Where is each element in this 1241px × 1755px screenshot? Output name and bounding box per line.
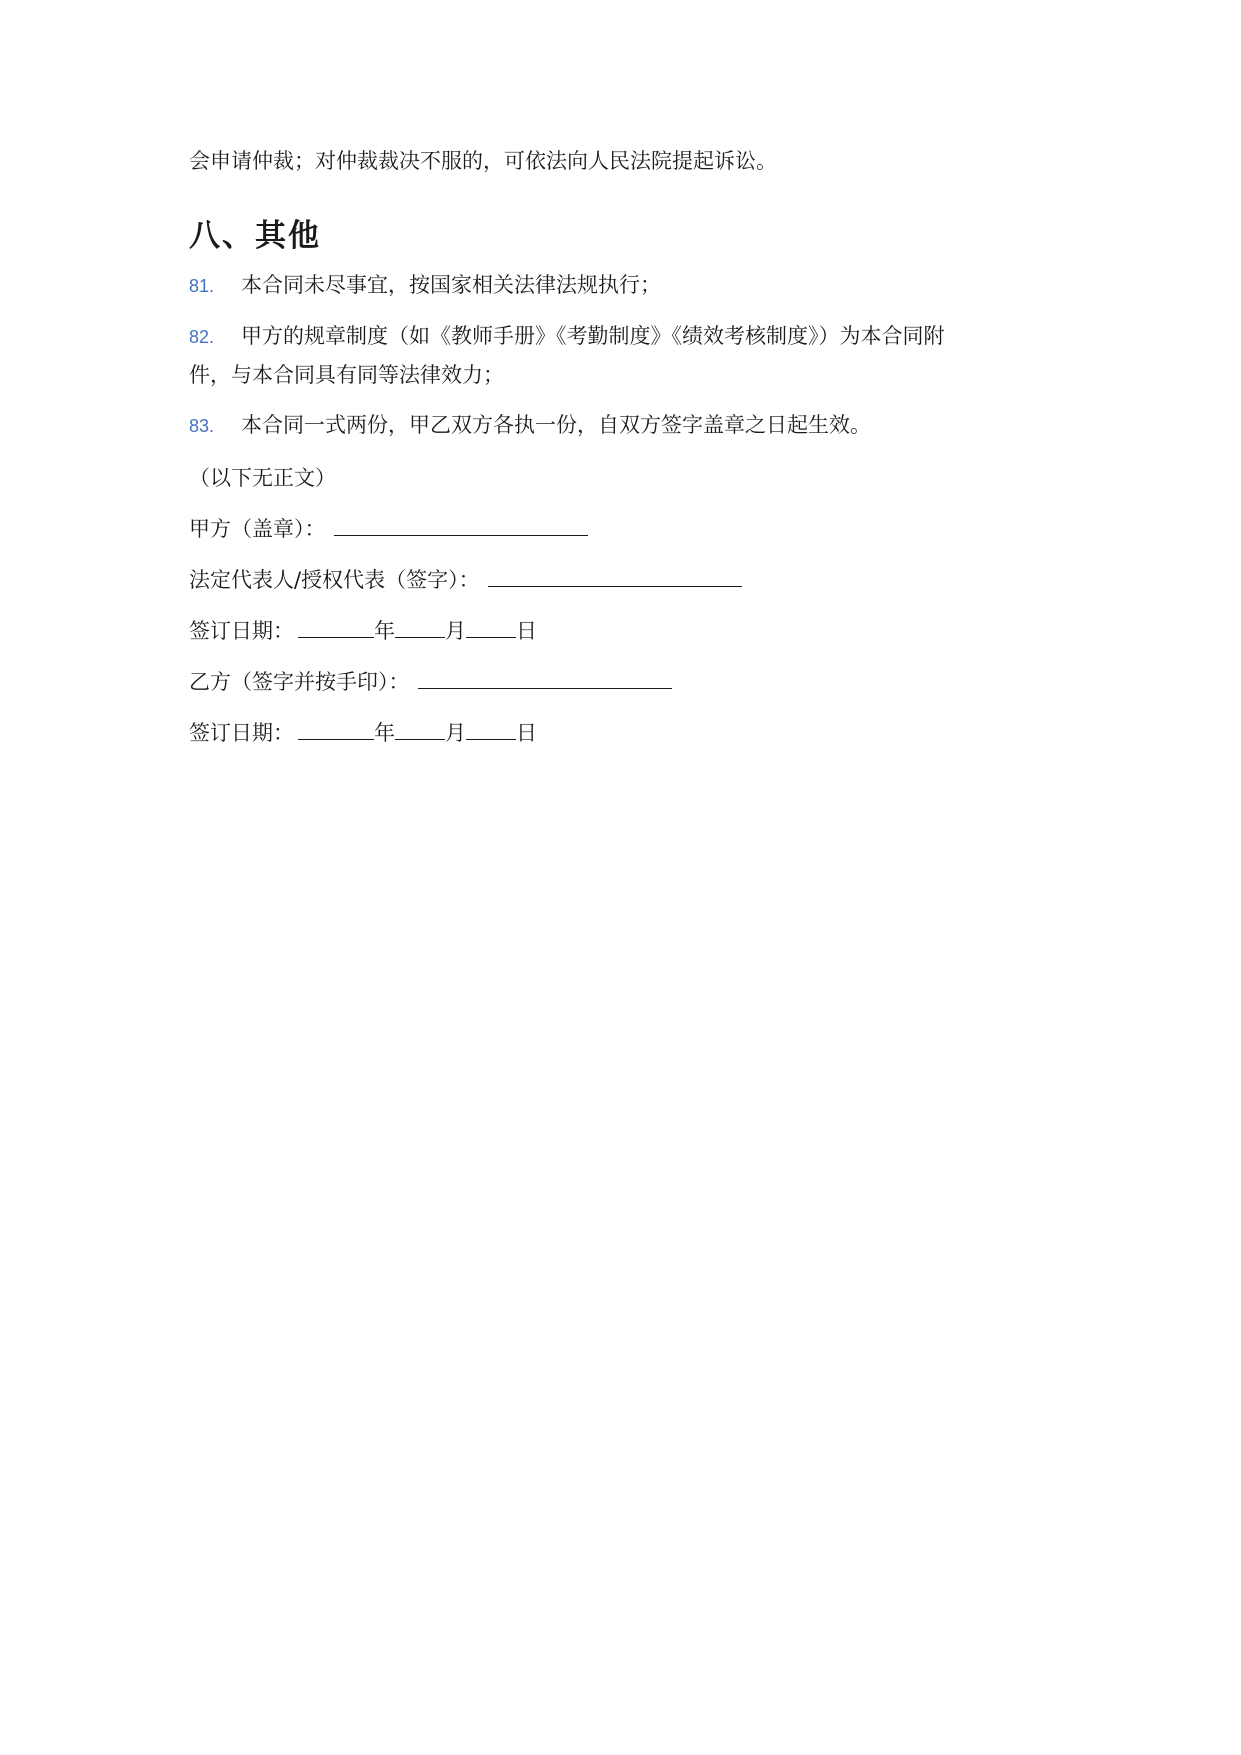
list-item-83 (189, 406, 1059, 445)
legal-rep-label: 法定代表人/授权代表（签字）： (189, 568, 480, 592)
list-item-81 (189, 266, 1059, 305)
year-label: 年 (374, 721, 395, 745)
year-blank[interactable] (298, 717, 374, 740)
month-blank[interactable] (395, 717, 445, 740)
month-label: 月 (445, 619, 466, 643)
carryover-paragraph: 会申请仲裁；对仲裁裁决不服的，可依法向人民法院提起诉讼。 (189, 149, 777, 173)
month-label: 月 (445, 721, 466, 745)
list-item-82 (189, 317, 1059, 394)
party-a-label: 甲方（盖章）： (189, 517, 326, 541)
date-label: 签订日期： (189, 619, 294, 643)
day-blank[interactable] (466, 615, 516, 638)
end-note: （以下无正文） (189, 466, 336, 490)
list-text: 本合同未尽事宜，按国家相关法律法规执行； (241, 273, 661, 297)
party-b-blank[interactable] (418, 666, 672, 689)
list-text-line1: 甲方的规章制度（如《教师手册》《考勤制度》《绩效考核制度》）为本合同附 (241, 324, 945, 348)
legal-rep-blank[interactable] (488, 564, 742, 587)
list-number: 81. (189, 276, 215, 296)
date-line-b (189, 717, 1059, 748)
day-label: 日 (516, 721, 537, 745)
document-body (189, 146, 1059, 748)
day-label: 日 (516, 619, 537, 643)
month-blank[interactable] (395, 615, 445, 638)
date-line-a (189, 615, 1059, 646)
year-label: 年 (374, 619, 395, 643)
list-text-line2: 件，与本合同具有同等法律效力； (189, 363, 504, 387)
legal-rep-signature-line (189, 564, 1059, 595)
year-blank[interactable] (298, 615, 374, 638)
date-label: 签订日期： (189, 721, 294, 745)
party-a-blank[interactable] (334, 513, 588, 536)
section-heading: 八、其他 (189, 218, 321, 254)
party-b-label: 乙方（签字并按手印）： (189, 670, 410, 694)
party-b-signature-line (189, 666, 1059, 697)
list-text: 本合同一式两份，甲乙双方各执一份，自双方签字盖章之日起生效。 (241, 413, 871, 437)
party-a-signature-line (189, 513, 1059, 544)
list-number: 83. (189, 416, 215, 436)
list-number: 82. (189, 327, 215, 347)
day-blank[interactable] (466, 717, 516, 740)
